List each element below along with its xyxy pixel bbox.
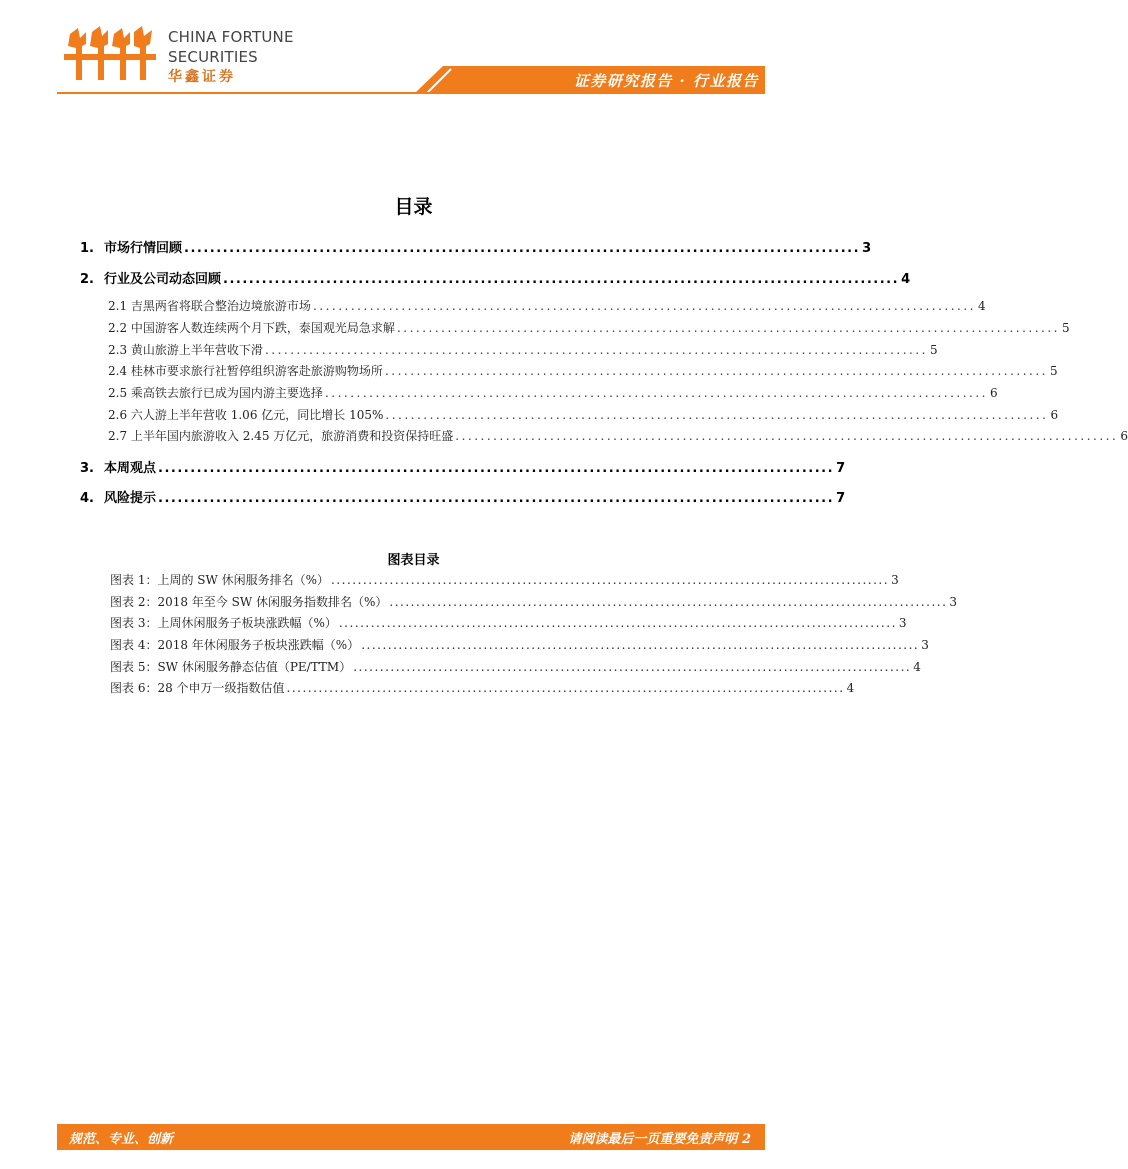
entry-page-number: 3 [891,573,899,587]
leader-dots: ......................................................................................................... [324,386,988,400]
leader-dots: ......................................................................................................... [331,573,890,587]
toc-item[interactable] [80,268,911,287]
toc-item[interactable] [80,406,1059,423]
brand-name-cn: 华鑫证券 [168,69,236,85]
leader-dots: ......................................................................................................... [361,638,920,652]
entry-page-number: 4 [846,681,855,695]
entry-page-number: 3 [862,241,872,256]
figure-list-item[interactable] [110,636,929,653]
leader-dots: ......................................................................................................... [455,429,1119,443]
header-divider [57,92,765,94]
entry-label: 2.1 吉黑两省将联合整治边境旅游市场 [108,299,311,313]
entry-page-number: 6 [1050,408,1059,422]
entry-label: 2.4 桂林市要求旅行社暂停组织游客赴旅游购物场所 [108,364,383,378]
entry-label: 2.7 上半年国内旅游收入 2.45 万亿元，旅游消费和投资保持旺盛 [108,429,454,443]
entry-label: 图表 1：上周的 SW 休闲服务排名（%） [110,573,330,587]
footer-slogan: 规范、专业、创新 [69,1132,174,1147]
company-logo [64,24,156,84]
entry-page-number: 7 [836,461,846,476]
entry-label: 图表 2：2018 年至今 SW 休闲服务指数排名（%） [110,595,388,609]
entry-page-number: 3 [921,638,929,652]
toc-item[interactable] [80,362,1058,379]
footer-disclaimer [568,1128,751,1147]
entry-label: 1. 市场行情回顾 [80,241,183,256]
entry-label: 4. 风险提示 [80,491,157,506]
toc-item[interactable] [80,487,846,506]
entry-page-number: 4 [977,299,986,313]
figure-list-item[interactable] [110,571,899,588]
figure-list-item[interactable] [110,614,907,631]
entry-label: 2.5 乘高铁去旅行已成为国内游主要选择 [108,386,323,400]
figure-list-item[interactable] [110,679,855,696]
brand-name-en-line2: SECURITIES [168,48,258,66]
leader-dots: ......................................................................................................... [286,681,845,695]
figures-title: 图表目录 [387,553,440,568]
entry-label: 2. 行业及公司动态回顾 [80,272,222,287]
leader-dots: ......................................................................................................... [396,321,1060,335]
footer-bar [57,1124,765,1150]
entry-label: 2.6 六人游上半年营收 1.06 亿元，同比增长 105% [108,408,384,422]
entry-page-number: 4 [901,272,911,287]
report-tag: 证券研究报告 · 行业报告 [573,72,759,90]
entry-page-number: 4 [913,660,921,674]
entry-label: 图表 3：上周休闲服务子板块涨跌幅（%） [110,616,337,630]
entry-page-number: 6 [1120,429,1128,443]
leader-dots: ......................................................................................................... [384,364,1048,378]
leader-dots: ......................................................................................................... [223,272,900,287]
entry-label: 2.3 黄山旅游上半年营收下滑 [108,343,263,357]
entry-label: 图表 6：28 个申万一级指数估值 [110,681,285,695]
toc-item[interactable] [80,427,1128,444]
footer-disclaimer-text: 请阅读最后一页重要免责声明 [568,1132,738,1147]
toc-item[interactable] [80,237,872,256]
toc-item[interactable] [80,297,986,314]
toc-item[interactable] [80,384,998,401]
entry-page-number: 5 [1049,364,1058,378]
entry-label: 2.2 中国游客人数连续两个月下跌，泰国观光局急求解 [108,321,395,335]
leader-dots: ......................................................................................................... [312,299,976,313]
page-number: 2 [741,1132,751,1147]
entry-page-number: 3 [949,595,958,609]
toc-item[interactable] [80,341,938,358]
leader-dots: ......................................................................................................... [158,461,835,476]
entry-label: 3. 本周观点 [80,461,157,476]
brand-name-en-line1: CHINA FORTUNE [168,28,294,46]
entry-label: 图表 4：2018 年休闲服务子板块涨跌幅（%） [110,638,360,652]
entry-page-number: 5 [1061,321,1070,335]
entry-page-number: 5 [929,343,938,357]
entry-page-number: 3 [898,616,907,630]
leader-dots: ......................................................................................................... [353,660,912,674]
toc-item[interactable] [80,319,1070,336]
toc-item[interactable] [80,457,846,476]
brand-name [168,27,294,86]
leader-dots: ......................................................................................................... [389,595,948,609]
figure-list-item[interactable] [110,658,921,675]
figure-list-item[interactable] [110,593,958,610]
leader-dots: ......................................................................................................... [184,241,861,256]
toc-title: 目录 [394,196,433,218]
leader-dots: ......................................................................................................... [338,616,897,630]
leader-dots: ......................................................................................................... [264,343,928,357]
entry-page-number: 7 [836,491,846,506]
leader-dots: ......................................................................................................... [385,408,1049,422]
leader-dots: ......................................................................................................... [158,491,835,506]
entry-label: 图表 5：SW 休闲服务静态估值（PE/TTM） [110,660,352,674]
entry-page-number: 6 [989,386,998,400]
